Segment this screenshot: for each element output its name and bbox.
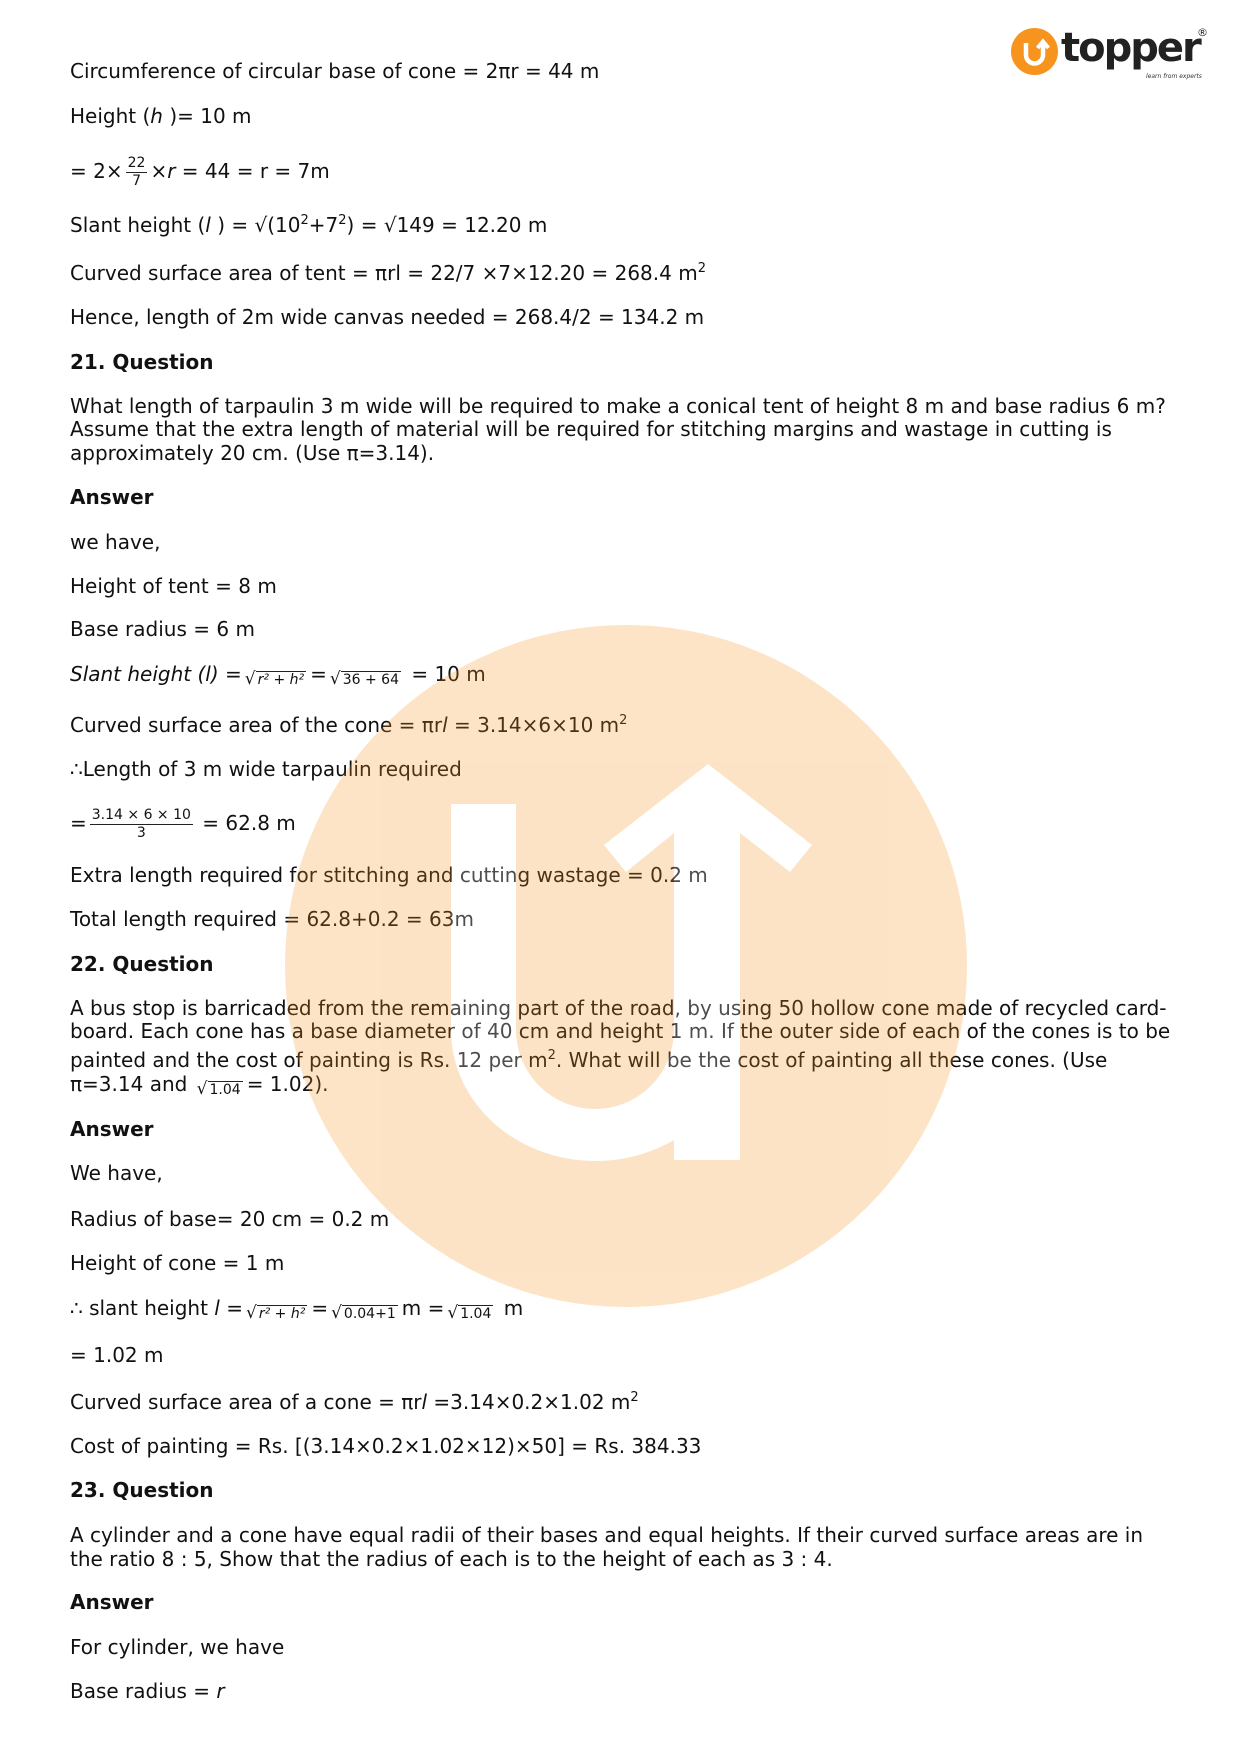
q22-cost: Cost of painting = Rs. [(3.14×0.2×1.02×12)×50] = Rs. 384.33 [70, 1434, 702, 1458]
numerator: 22 [127, 155, 146, 171]
sqrt-expression [330, 670, 401, 689]
logo-wordmark: topper [1061, 25, 1200, 71]
radicand: r² + h² [258, 1306, 306, 1322]
radical-sign: √ [447, 1303, 459, 1323]
fraction-22-7 [126, 155, 148, 190]
text: =3.14×0.2×1.02 m [427, 1390, 631, 1414]
q21-radius: Base radius = 6 m [70, 617, 255, 641]
q22-we-have: We have, [70, 1161, 163, 1185]
denominator: 3 [136, 825, 146, 841]
q21-slant-height [70, 662, 486, 689]
sqrt-expression [197, 1080, 243, 1099]
var-l: l [205, 213, 211, 237]
q21-heading: 21. Question [70, 350, 214, 374]
var-l: l [442, 713, 448, 737]
sqrt-expression [246, 1304, 307, 1323]
text: Curved surface area of tent = πrl = 22/7 ×7×12.20 = 268.4 m [70, 261, 698, 285]
radius-calc-line [70, 155, 330, 189]
q21-csa [70, 713, 627, 737]
text: Slant height (l) = [70, 662, 242, 686]
superscript: 2 [619, 713, 628, 728]
var-r: r [167, 159, 176, 183]
text: = 44 = r = 7m [175, 159, 330, 183]
q22-heading: 22. Question [70, 952, 214, 976]
radical-sign: √ [245, 1303, 257, 1323]
text: π=3.14 and [70, 1072, 194, 1096]
registered-mark: ® [1197, 26, 1208, 39]
canvas-length-line: Hence, length of 2m wide canvas needed = 268.4/2 = 134.2 m [70, 305, 705, 329]
fraction [90, 807, 193, 842]
superscript: 2 [300, 213, 309, 228]
q22-slant-result: = 1.02 m [70, 1343, 164, 1367]
text: = [219, 1296, 243, 1320]
radicand: 36 + 64 [342, 672, 399, 688]
var-h: h [150, 104, 163, 128]
text: Curved surface area of a cone = πr [70, 1390, 422, 1414]
text: = 1.02). [246, 1072, 329, 1096]
text: = 2× [70, 159, 123, 183]
text: = [70, 811, 87, 835]
radical-sign: √ [331, 1303, 342, 1323]
text: Curved surface area of the cone = πr [70, 713, 443, 737]
numerator: 3.14 × 6 × 10 [91, 807, 191, 823]
radical-sign: √ [329, 669, 341, 689]
text: Base radius = [70, 1679, 217, 1703]
text: painted and the cost of painting is Rs. 12 per m [70, 1048, 548, 1072]
text: Height ( [70, 104, 151, 128]
q21-question-line: Assume that the extra length of material will be required for stitching margins and wastage in cutting is [70, 417, 1112, 441]
radical-sign: √ [244, 669, 256, 689]
text: = [311, 1296, 329, 1320]
q22-answer-label: Answer [70, 1117, 154, 1141]
text: )= 10 m [162, 104, 252, 128]
height-line [70, 104, 252, 128]
q21-we-have: we have, [70, 530, 161, 554]
text: = [310, 662, 327, 686]
radicand: 1.04 [460, 1306, 492, 1322]
circumference-line: Circumference of circular base of cone = 2πr = 44 m [70, 59, 600, 83]
text: m = [401, 1296, 445, 1320]
q23-cylinder-intro: For cylinder, we have [70, 1635, 285, 1659]
logo-tagline: learn from experts [1146, 73, 1202, 80]
u-arrow-icon [1011, 28, 1058, 75]
q23-answer-label: Answer [70, 1590, 154, 1614]
text: = 3.14×6×10 m [447, 713, 620, 737]
q22-question-line [70, 1072, 329, 1099]
q21-question-line: What length of tarpaulin 3 m wide will be required to make a conical tent of height 8 m and base radius 6 m? [70, 394, 1166, 418]
q21-answer-label: Answer [70, 485, 154, 509]
text: = 62.8 m [195, 811, 296, 835]
q22-question-line: board. Each cone has a base diameter of 40 cm and height 1 m. If the outer side of each of the cones is to be [70, 1019, 1171, 1043]
superscript: 2 [630, 1390, 639, 1405]
q23-heading: 23. Question [70, 1478, 214, 1502]
topper-logo [1011, 26, 1211, 88]
q22-height: Height of cone = 1 m [70, 1251, 285, 1275]
superscript: 2 [697, 261, 706, 276]
var-l: l [214, 1296, 220, 1320]
text: = 10 m [404, 662, 486, 686]
q22-csa [70, 1390, 639, 1414]
var-r: r [216, 1679, 225, 1703]
q22-radius: Radius of base= 20 cm = 0.2 m [70, 1207, 390, 1231]
q22-slant-height [70, 1296, 524, 1323]
var-l: l [421, 1390, 428, 1414]
radicand: 0.04+1 [343, 1306, 396, 1322]
radicand: r² + h² [257, 672, 305, 688]
text: ∴ slant height [70, 1296, 215, 1320]
sqrt-expression [331, 1304, 398, 1323]
text: ) = √(10 [210, 213, 301, 237]
radicand: 1.04 [209, 1082, 241, 1098]
q23-question-line: A cylinder and a cone have equal radii of their bases and equal heights. If their curved surface areas are in [70, 1523, 1144, 1547]
text: Slant height ( [70, 213, 206, 237]
q21-total-length: Total length required = 62.8+0.2 = 63m [70, 907, 474, 931]
text: m [497, 1296, 524, 1320]
q23-base-radius [70, 1679, 225, 1703]
q22-question-line [70, 1048, 1107, 1072]
superscript: 2 [547, 1048, 556, 1063]
slant-height-line [70, 213, 547, 237]
q21-length-calc [70, 807, 296, 841]
text: +7 [308, 213, 339, 237]
q22-question-line: A bus stop is barricaded from the remaining part of the road, by using 50 hollow cone made of recycled card- [70, 996, 1167, 1020]
radical-sign: √ [196, 1079, 208, 1099]
q21-length-label: ∴Length of 3 m wide tarpaulin required [70, 757, 462, 781]
text: . What will be the cost of painting all these cones. (Use [555, 1048, 1108, 1072]
superscript: 2 [338, 213, 347, 228]
sqrt-expression [447, 1304, 493, 1323]
sqrt-expression [245, 670, 306, 689]
csa-tent-line [70, 261, 706, 285]
denominator: 7 [132, 173, 141, 189]
q23-question-line: the ratio 8 : 5, Show that the radius of each is to the height of each as 3 : 4. [70, 1547, 833, 1571]
text: ) = √149 = 12.20 m [346, 213, 548, 237]
q21-height: Height of tent = 8 m [70, 574, 277, 598]
q21-question-line: approximately 20 cm. (Use π=3.14). [70, 441, 435, 465]
text: × [150, 159, 168, 183]
q21-extra-length: Extra length required for stitching and cutting wastage = 0.2 m [70, 863, 708, 887]
